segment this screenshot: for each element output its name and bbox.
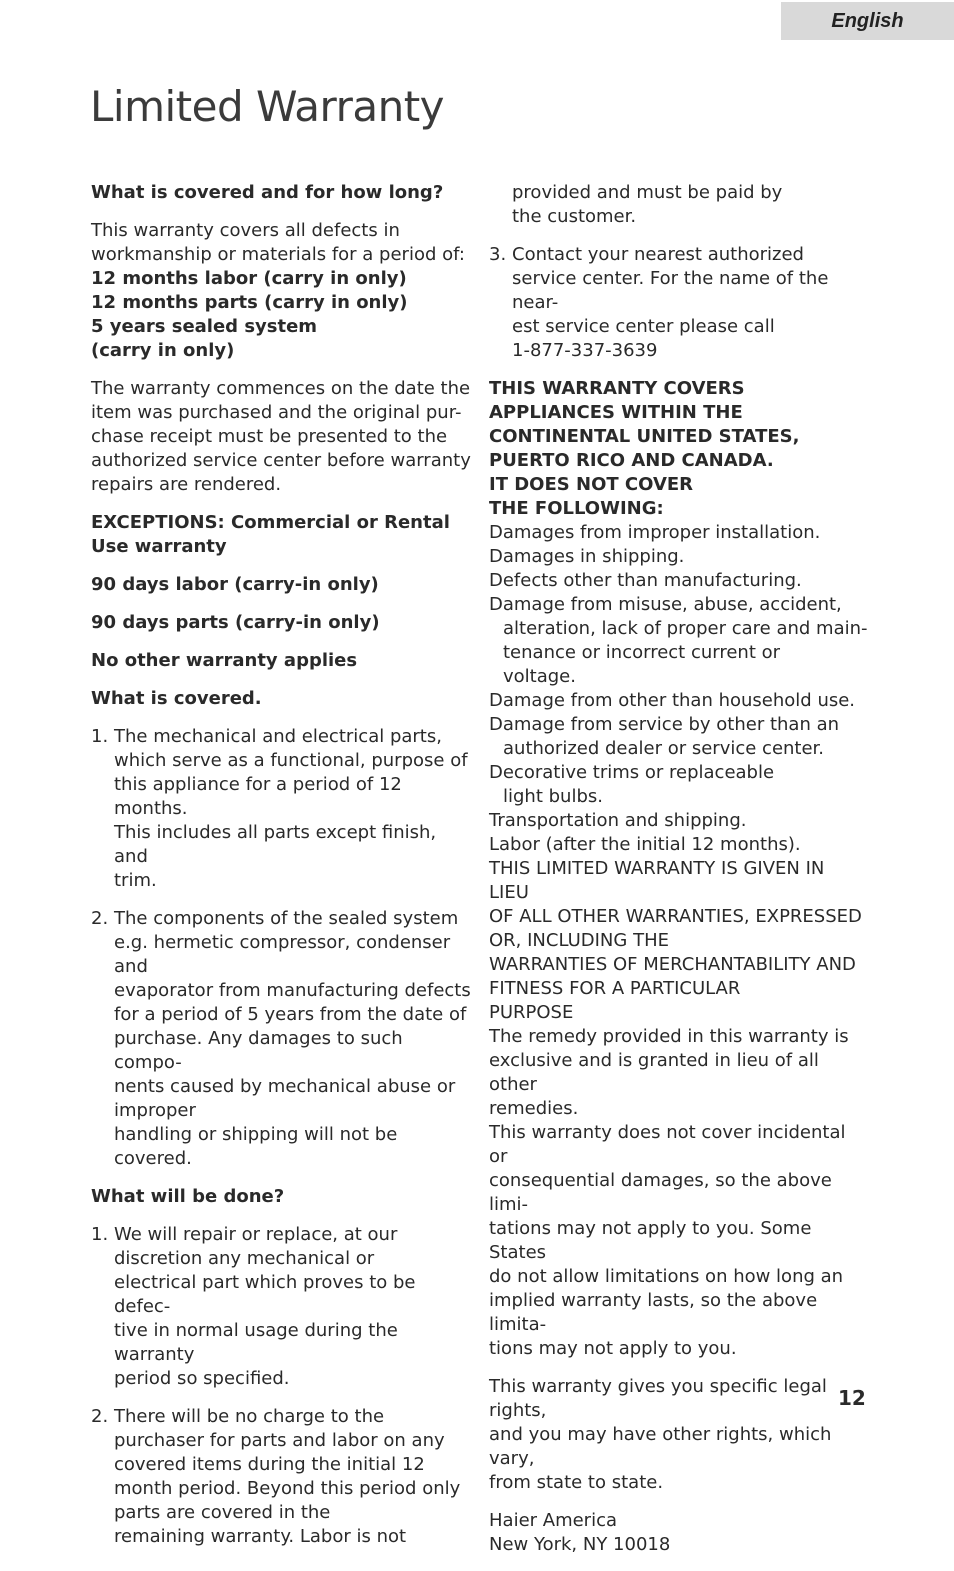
exclusion-item [489,761,869,809]
page-number: 12 [838,1386,866,1410]
text-line: OR, INCLUDING THE [489,930,669,951]
text-line: tations may not apply to you. Some States [489,1218,812,1263]
period-line: 12 months labor (carry in only) [91,268,407,289]
coverage-notice-line: APPLIANCES WITHIN THE [489,402,743,423]
text-line: This includes all parts except finish, and [114,822,437,867]
text-line: There will be no charge to the [114,1406,385,1427]
text-line: the customer. [512,206,637,227]
text-line: WARRANTIES OF MERCHANTABILITY AND [489,954,856,975]
exclusion-item: Damages from improper installation. [489,522,821,543]
text-line: consequential damages, so the above limi- [489,1170,832,1215]
text-line: implied warranty lasts, so the above limita- [489,1290,818,1335]
done-item-2 [91,1405,471,1549]
text-line: Use warranty [91,536,227,557]
text-line: improper [114,1100,196,1121]
exclusion-item [489,713,869,761]
text-line: PURPOSE [489,1002,574,1023]
list-number: 1. [91,726,109,747]
text-line: repairs are rendered. [91,474,282,495]
text-line: tive in normal usage during the warranty [114,1320,398,1365]
text-line: covered. [114,1148,192,1169]
heading-covered-how-long: What is covered and for how long? [91,182,444,203]
continued-text [489,181,869,229]
exclusion-item: Damages in shipping. [489,546,685,567]
text-line: voltage. [503,666,576,687]
heading-what-covered: What is covered. [91,688,262,709]
text-line: from state to state. [489,1472,664,1493]
text-line: covered items during the initial 12 [114,1454,425,1475]
text-line: The remedy provided in this warranty is [489,1026,849,1047]
coverage-notice-line: THIS WARRANTY COVERS [489,378,745,399]
no-other-warranty: No other warranty applies [91,650,358,671]
text-line: workmanship or materials for a period of: [91,244,465,265]
text-line: remaining warranty. Labor is not [114,1526,407,1547]
company-address [489,1509,869,1557]
text-line: e.g. hermetic compressor, condenser and [114,932,451,977]
text-line: tions may not apply to you. [489,1338,737,1359]
text-line: authorized service center before warranty [91,450,471,471]
period-line: 5 years sealed system [91,316,318,337]
text-line: period so specified. [114,1368,290,1389]
in-lieu-paragraph [489,857,869,1361]
text-line: item was purchased and the original pur- [91,402,462,423]
text-line: We will repair or replace, at our [114,1224,398,1245]
company-city: New York, NY 10018 [489,1534,671,1555]
text-line: purchase. Any damages to such compo- [114,1028,403,1073]
list-number: 2. [91,1406,109,1427]
page-title: Limited Warranty [90,82,445,131]
heading-what-will-be-done: What will be done? [91,1186,285,1207]
text-line: This warranty covers all defects in [91,220,400,241]
period-line: (carry in only) [91,340,235,361]
coverage-notice-line: THE FOLLOWING: [489,498,664,519]
text-line: remedies. [489,1098,579,1119]
text-line: parts are covered in the [114,1502,331,1523]
text-line: OF ALL OTHER WARRANTIES, EXPRESSED [489,906,862,927]
text-line: month period. Beyond this period only [114,1478,461,1499]
right-column [489,181,869,1571]
text-line: chase receipt must be presented to the [91,426,448,447]
done-item-3 [489,243,869,363]
text-line: do not allow limitations on how long an [489,1266,844,1287]
text-line: The warranty commences on the date the [91,378,471,399]
text-line: This warranty gives you specific legal rights, [489,1376,827,1421]
exclusions-block [489,377,869,857]
text-line: purchaser for parts and labor on any [114,1430,445,1451]
coverage-notice-line: IT DOES NOT COVER [489,474,694,495]
covered-item-2 [91,907,471,1171]
text-line: discretion any mechanical or [114,1248,375,1269]
commencement-paragraph [91,377,471,497]
text-line: exclusive and is granted in lieu of all other [489,1050,819,1095]
legal-rights-paragraph [489,1375,869,1495]
company-name: Haier America [489,1510,618,1531]
text-line: for a period of 5 years from the date of [114,1004,467,1025]
period-line: 12 months parts (carry in only) [91,292,408,313]
text-line: electrical part which proves to be defec- [114,1272,416,1317]
text-line: THIS LIMITED WARRANTY IS GIVEN IN LIEU [489,858,825,903]
list-number: 3. [489,244,507,265]
text-line: this appliance for a period of 12 months. [114,774,402,819]
text-line: 1-877-337-3639 [512,340,658,361]
exceptions-heading [91,511,471,559]
text-line: tenance or incorrect current or [503,642,781,663]
text-line: trim. [114,870,157,891]
text-line: provided and must be paid by [512,182,783,203]
text-line: Decorative trims or replaceable [489,762,775,783]
text-line: which serve as a functional, purpose of [114,750,468,771]
text-line: FITNESS FOR A PARTICULAR [489,978,741,999]
left-column [91,181,471,1563]
exclusion-item [489,593,869,689]
text-line: nents caused by mechanical abuse or [114,1076,456,1097]
text-line: This warranty does not cover incidental or [489,1122,846,1167]
text-line: Contact your nearest authorized [512,244,804,265]
exclusion-item: Defects other than manufacturing. [489,570,802,591]
covered-item-1 [91,725,471,893]
text-line: alteration, lack of proper care and main- [503,618,868,639]
text-line: authorized dealer or service center. [503,738,825,759]
text-line: service center. For the name of the near- [512,268,829,313]
list-number: 2. [91,908,109,929]
text-line: The components of the sealed system [114,908,459,929]
text-line: est service center please call [512,316,775,337]
text-line: EXCEPTIONS: Commercial or Rental [91,512,450,533]
coverage-notice-line: PUERTO RICO AND CANADA. [489,450,774,471]
text-line: handling or shipping will not be [114,1124,398,1145]
text-line: Damage from service by other than an [489,714,840,735]
labor-90-days: 90 days labor (carry-in only) [91,574,379,595]
list-number: 1. [91,1224,109,1245]
text-line: light bulbs. [503,786,603,807]
exclusion-item: Labor (after the initial 12 months). [489,834,801,855]
language-tab: English [781,2,954,40]
text-line: The mechanical and electrical parts, [114,726,442,747]
text-line: and you may have other rights, which vary, [489,1424,832,1469]
exclusion-item: Transportation and shipping. [489,810,747,831]
coverage-paragraph [91,219,471,363]
parts-90-days: 90 days parts (carry-in only) [91,612,380,633]
text-line: Damage from misuse, abuse, accident, [489,594,842,615]
coverage-notice-line: CONTINENTAL UNITED STATES, [489,426,800,447]
done-item-1 [91,1223,471,1391]
text-line: evaporator from manufacturing defects [114,980,471,1001]
exclusion-item: Damage from other than household use. [489,690,856,711]
